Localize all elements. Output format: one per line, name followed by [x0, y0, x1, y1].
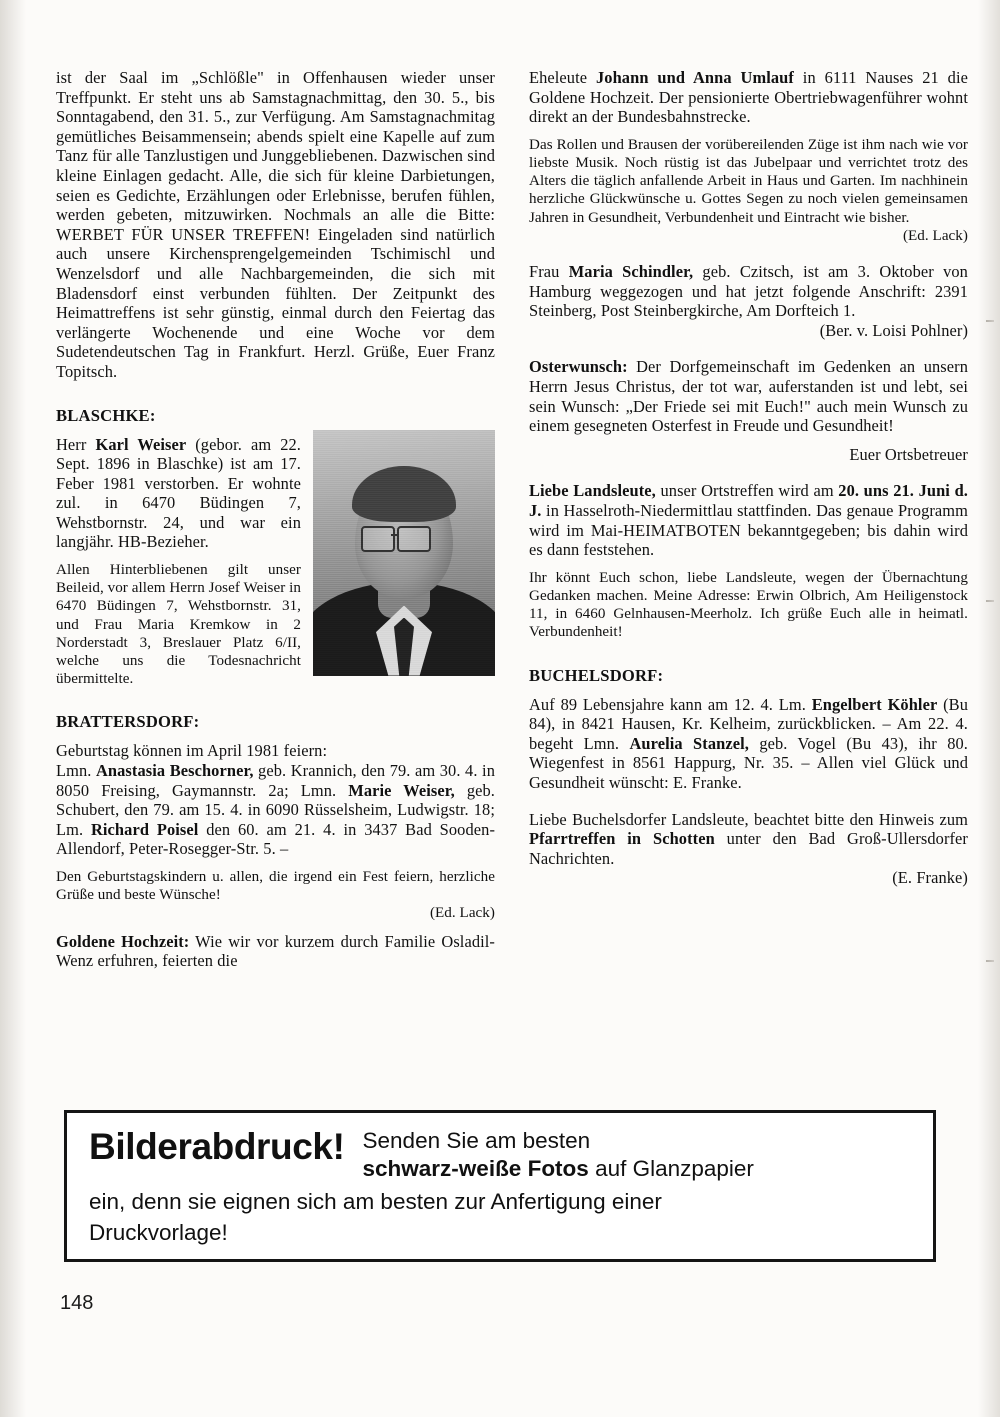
section-heading-buchelsdorf: BUCHELSDORF: [529, 665, 664, 685]
label-osterwunsch: Osterwunsch: [529, 357, 628, 377]
text-pre: Herr [56, 434, 96, 454]
section-heading-blaschke: BLASCHKE: [56, 405, 156, 425]
section-heading-brattersdorf: BRATTERSDORF: [56, 712, 200, 732]
paragraph-ortstreffen-detail: Ihr könnt Euch schon, liebe Landsleute, wegen der Übernachtung Gedanken machen. Meine Adresse: Erwin Olbrich, Am Heiligenstock 11, in 6460 Gelnhausen-Meerholz. Ich grüße Euch alle in heimatl. Verbundenheit! [529, 569, 968, 641]
person-name-aurelia-stanzel: Aurelia Stanzel, [629, 733, 749, 753]
text-mid1: unser Ortstreffen wird am [655, 481, 839, 501]
text-post: in 6111 Nauses 21 die Goldene Hochzeit. Der pensionierte Obertriebwagenführer wohnt direkt an der Bundesbahnstrecke. [529, 68, 968, 127]
signature-loisi-pohlner: (Ber. v. Loisi Pohlner) [819, 320, 968, 340]
paragraph-umlauf [529, 68, 968, 127]
advertisement-lines [363, 1125, 754, 1184]
paragraph-brattersdorf-birthdays: Lmn. Anastasia Beschorner, geb. Krannich, den 79. am 30. 4. in 8050 Freising, Gaymannstr. 2a; Lmn. Marie Weiser, geb. Schubert, den 79. am 15. 4. in 6090 Rüsselsheim, Ludwigstr. 18; Lm. Richard Poisel den 60. am 21. 4. in 3437 Bad Sooden-Allendorf, Peter-Rosegger-Str. 5. – [56, 761, 496, 859]
paragraph-brattersdorf-wishes: Den Geburtstagskindern u. allen, die irgend ein Fest feiern, herzliche Grüße und beste Wünsche! [56, 869, 495, 904]
text-pre: Frau [529, 262, 569, 281]
page-number: 148 [60, 1292, 94, 1314]
advertisement-line-2 [363, 1154, 754, 1184]
portrait-photo [313, 430, 495, 676]
label-goldene-hochzeit: Goldene Hochzeit: [56, 931, 190, 951]
advertisement-line-3: ein, denn sie eignen sich am besten zur Anfertigung einer [89, 1189, 662, 1214]
text-osterwunsch: Der Dorfgemeinschaft im Gedenken an unsern Herrn Jesus Christus, der tot war, auferstanden ist und lebt, sei sein Wunsch: „Der Friede sei mit Euch!" auch mein Wunsch zu einem gesegneten Osterfest in Freude und Gesundheit! [529, 357, 968, 436]
paragraph-umlauf-detail: Das Rollen und Brausen der vorübereilenden Züge ist ihm nach wie vor liebste Musik. Noch rüstig ist das Jubelpaar und verrichtet trotz des Alters die täglich anfallende Arbeit in Haus und Garten. Im nachhinein herzliche Glückwünsche u. Gottes Segen zu noch vielen gemeinsamen Jahren in Gesundheit, Verbundenheit und Eintracht wie bisher. [529, 136, 968, 226]
paragraph-goldene-hochzeit [56, 932, 495, 971]
person-name-richard-poisel: Richard Poisel [90, 819, 199, 839]
text-mid2: in Hasselroth-Niedermittlau stattfinden. Das genaue Programm wird im Mai-HEIMATBOTEN bekanntgegeben; bis dahin wird es dann feststehen. [529, 500, 968, 560]
page-edge-mark [986, 960, 994, 962]
portrait-photo-image [313, 430, 495, 676]
signature-e-franke: (E. Franke) [892, 868, 968, 888]
paragraph-blaschke-condolences: Allen Hinterbliebenen gilt unser Beileid, vor allem Herrn Josef Weiser in 6470 Büdingen 7, Wehstbornstr. 31, und Frau Maria Kremkow in 2 Norderstadt 3, Breslauer Platz 6/II, welche uns die Todesnachricht übermittelte. [56, 562, 301, 688]
salutation-liebe-landsleute: Liebe Landsleute, [529, 481, 656, 501]
paragraph-buchelsdorf-hinweis [529, 810, 968, 869]
right-column [529, 68, 968, 971]
person-name-anastasia-beschorner: Anastasia Beschorner, [95, 761, 254, 781]
text-pre: Liebe Buchelsdorfer Landsleute, beachtet bitte den Hinweis zum [529, 809, 968, 829]
text-post: (gebor. am 22. Sept. 1896 in Blaschke) ist am 17. Feber 1981 verstorben. Er wohnte zul. in 6470 Büdingen 7, Wehstbornstr. 24, und war ein langjähr. HB-Bezieher. [56, 434, 301, 552]
text-post: unter den Bad Groß-Ullersdorfer Nachrichten. [529, 829, 968, 868]
paragraph-ortstreffen [529, 481, 968, 559]
paragraph-treffpunkt: ist der Saal im „Schlößle" in Offenhausen wieder unser Treffpunkt. Er steht uns ab Samstagnachmittag, den 30. 5., bis Sonntagabend, den 31. 5., zur Verfügung. Am Samstagnachmitag gemütliches Beisammensein; abends spielt eine Kapelle auf zum Tanz für alle Tanzlustigen und Junggebliebenen. Dazwischen sind kleine Einlagen gedacht. Alle, die sich für kleine Darbietungen, seien es Gedichte, Erzählungen oder Erlebnisse, berufen fühlen, werden gebeten, mitzuwirken. Nochmals an alle die Bitte: WERBET FÜR UNSER TREFFEN! Eingeladen sind natürlich auch unsere Kirchensprengelgemeinden Tschimischl und Wenzelsdorf und alle Nachbargemeinden, die sich mit Bladensdorf einst verbunden fühlten. Der Zeitpunkt des Heimattreffens ist sehr günstig, einmal durch den Feiertag das verlängerte Wochenende und eine Woche vor dem Sudetendeutschen Tag in Frankfurt. Herzl. Grüße, Euer Franz Topitsch. [56, 68, 495, 381]
text-goldene-hochzeit: Wie wir vor kurzem durch Familie Osladil-Wenz erfuhren, feierten die [56, 931, 495, 971]
person-name-maria-schindler: Maria Schindler, [568, 262, 694, 281]
advertisement-line-2-bold: schwarz-weiße Fotos [362, 1156, 589, 1181]
paragraph-schindler [529, 262, 968, 321]
advertisement-title: Bilderabdruck! [89, 1126, 345, 1167]
advertisement-line-4: Druckvorlage! [89, 1220, 228, 1245]
advertisement-line-2-rest: auf Glanzpapier [588, 1156, 754, 1181]
advertisement-line-1: Senden Sie am besten [362, 1128, 591, 1153]
paragraph-buchelsdorf-birthdays: Auf 89 Lebensjahre kann am 12. 4. Lm. Engelbert Köhler (Bu 84), in 8421 Hausen, Kr. Kelheim, zurückblicken. – Am 22. 4. begeht Lmn. Aurelia Stanzel, geb. Vogel (Bu 43), ihr 80. Wiegenfest in 8561 Happurg, Nr. 35. – Allen viel Glück und Gesundheit wünscht: E. Franke. [529, 694, 969, 792]
date-ortstreffen: 20. uns 21. Juni d. J. [529, 481, 968, 520]
paragraph-brattersdorf-intro: Geburtstag können im April 1981 feiern: [56, 741, 328, 761]
left-column [56, 68, 495, 971]
advertisement-box [64, 1110, 936, 1262]
two-column-body [56, 68, 968, 971]
signature-ortsbetreuer: Euer Ortsbetreuer [849, 444, 968, 464]
signature-ed-lack-left: (Ed. Lack) [429, 905, 495, 922]
person-name-johann-anna-umlauf: Johann und Anna Umlauf [596, 68, 794, 87]
signature-ed-lack-right: (Ed. Lack) [902, 227, 968, 244]
paragraph-osterwunsch [529, 357, 968, 435]
event-pfarrtreffen-schotten: Pfarrtreffen in Schotten [529, 829, 715, 849]
advertisement-top-row [89, 1125, 917, 1184]
text-post: geb. Czitsch, ist am 3. Oktober von Hamburg weggezogen und hat jetzt folgende Anschrift: 2391 Steinberg, Post Steinbergkirche, Am Dorfteich 1. [529, 262, 968, 321]
text-pre: Eheleute [529, 68, 596, 87]
person-name-engelbert-koehler: Engelbert Köhler [811, 694, 938, 714]
person-name-marie-weiser: Marie Weiser, [348, 780, 455, 800]
person-name-karl-weiser: Karl Weiser [95, 434, 187, 454]
page-edge-mark [986, 320, 994, 322]
page-edge-mark [986, 600, 994, 602]
